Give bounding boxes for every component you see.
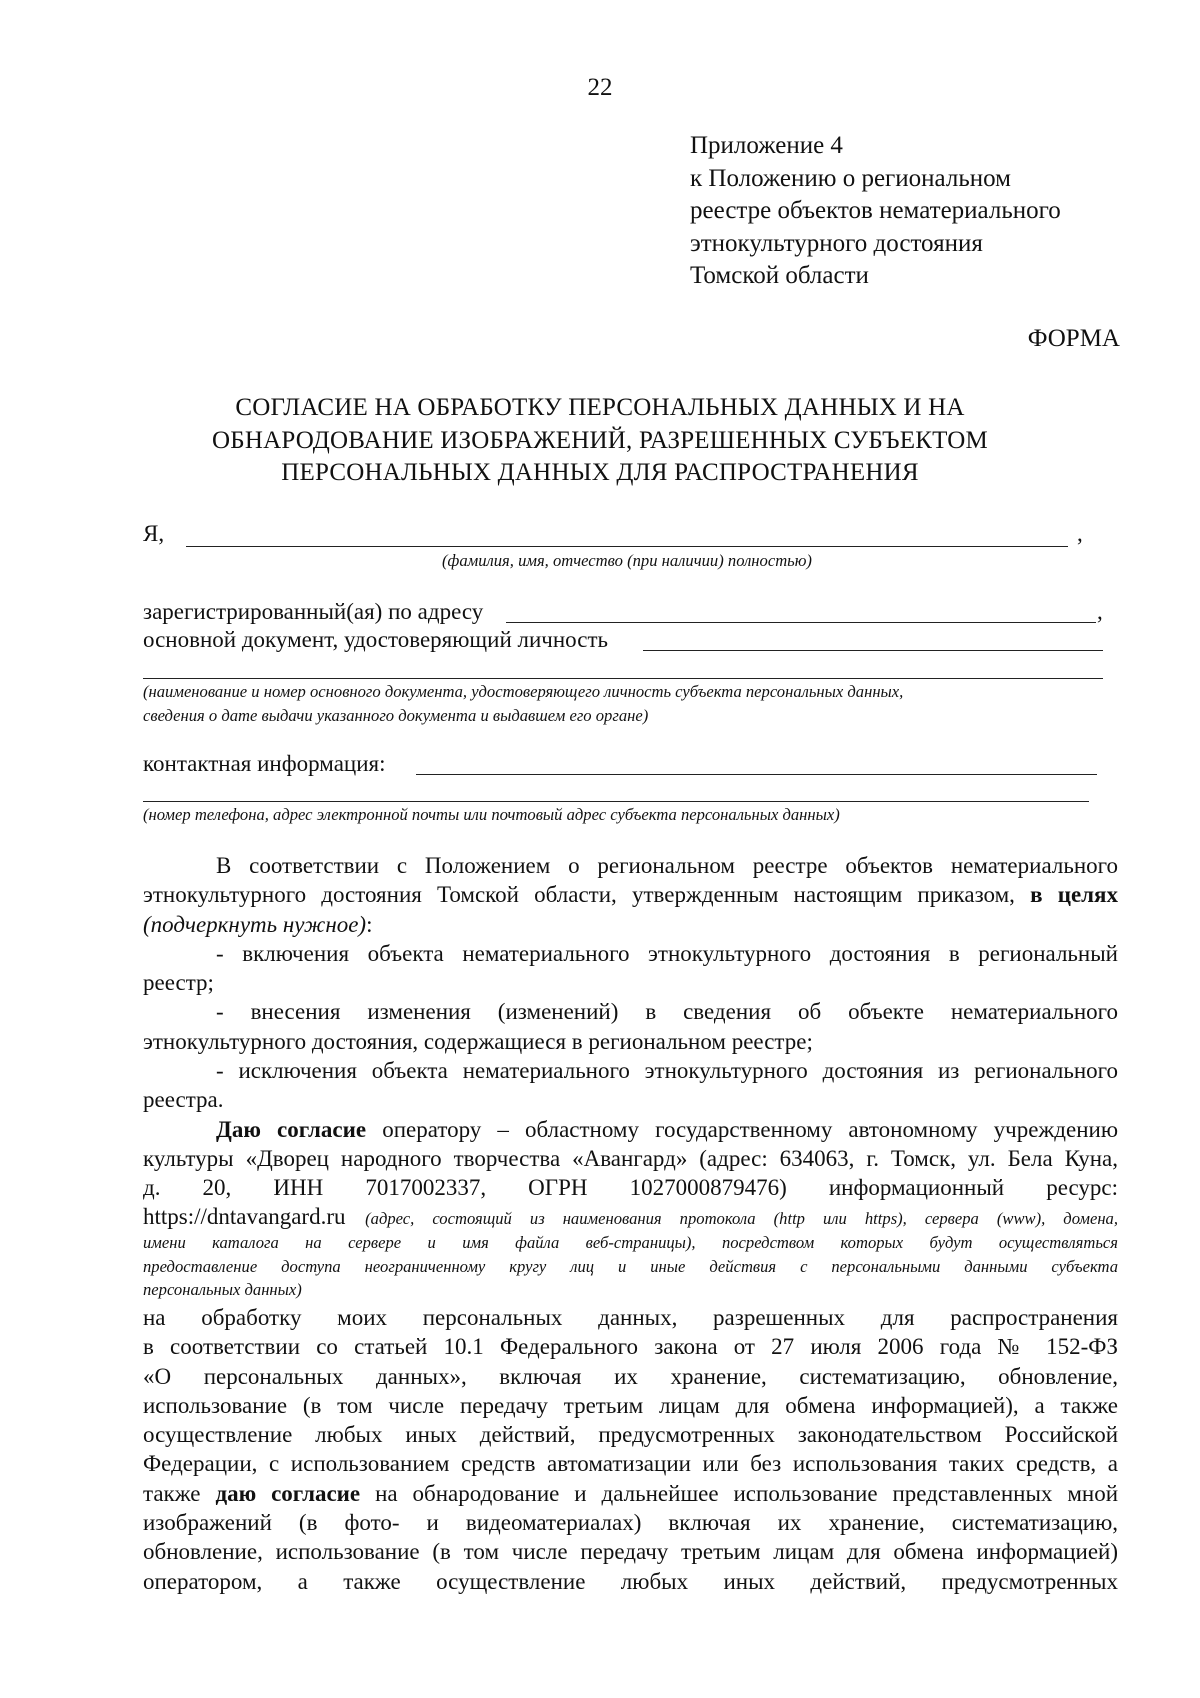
body-line: д. 20, ИНН 7017002337, ОГРН 1027000879476) информационный ресурс: <box>143 1175 1118 1201</box>
appendix-line: этнокультурного достояния <box>690 229 983 257</box>
body-line: В соответствии с Положением о региональном реестре объектов нематериального <box>216 853 1118 878</box>
body-line: - исключения объекта нематериального этнокультурного достояния из регионального <box>216 1058 1118 1084</box>
body-line: реестра. <box>143 1087 224 1113</box>
fio-blank-line[interactable] <box>186 546 1068 547</box>
site-note-1: (адрес, состоящий из наименования протокола (http или https), сервера (www), домена, <box>365 1209 1118 1228</box>
document-blank-line-2[interactable] <box>143 678 1103 679</box>
document-note-2: сведения о дате выдачи указанного документа и выдавшем его органе) <box>143 706 649 725</box>
body-line: обновление, использование (в том числе передачу третьим лицам для обмена информацией) <box>143 1539 1118 1565</box>
page-number: 22 <box>587 74 613 101</box>
body-line: - включения объекта нематериального этнокультурного достояния в региональный <box>216 940 1118 966</box>
body-line: «О персональных данных», включая их хранение, систематизацию, обновление, <box>143 1363 1118 1389</box>
body-line: этнокультурного достояния Томской области, утвержденным настоящим приказом, в целях <box>143 882 1119 908</box>
contact-note: (номер телефона, адрес электронной почты или почтовый адрес субъекта персональных данных) <box>143 805 840 824</box>
body-line: в соответствии со статьей 10.1 Федерального закона от 27 июля 2006 года № 152-ФЗ <box>143 1334 1118 1360</box>
document-label: основной документ, удостоверяющий личность <box>143 627 608 652</box>
body-line: культуры «Дворец народного творчества «Авангард» (адрес: 634063, г. Томск, ул. Бела Куна, <box>143 1145 1118 1171</box>
body-line: также даю согласие на обнародование и дальнейшее использование представленных мной <box>143 1480 1119 1506</box>
body-line: - внесения изменения (изменений) в сведения об объекте нематериального <box>216 999 1118 1025</box>
site-line <box>143 1202 1118 1233</box>
fio-comma: , <box>1077 521 1083 546</box>
site-note-3: предоставление доступа неограниченному кругу лиц и иные действия с персональными данными субъекта <box>143 1256 1118 1276</box>
address-comma: , <box>1097 599 1103 624</box>
appendix-line: к Положению о региональном <box>690 164 1011 192</box>
form-label: ФОРМА <box>1027 325 1120 352</box>
body-paragraph-1 <box>143 851 1118 1203</box>
address-blank-line[interactable] <box>506 622 1096 623</box>
site-note-4: персональных данных) <box>143 1280 302 1300</box>
body-line: оператором, а также осуществление любых иных действий, предусмотренных <box>143 1568 1118 1594</box>
site-url: https://dntavangard.ru <box>143 1204 346 1229</box>
body-paragraph-2 <box>143 1303 1118 1596</box>
appendix-line: Приложение 4 <box>690 132 843 159</box>
appendix-line: Томской области <box>690 262 869 290</box>
body-line: использование (в том числе передачу третьим лицам для обмена информацией), а также <box>143 1392 1118 1418</box>
body-line: осуществление любых иных действий, предусмотренных законодательством Российской <box>143 1422 1118 1448</box>
title-line: ПЕРСОНАЛЬНЫХ ДАННЫХ ДЛЯ РАСПРОСТРАНЕНИЯ <box>281 459 919 486</box>
appendix-header <box>690 130 1170 293</box>
body-line: (подчеркнуть нужное): <box>143 911 373 937</box>
body-line: на обработку моих персональных данных, разрешенных для распространения <box>143 1305 1118 1330</box>
body-line: этнокультурного достояния, содержащиеся в региональном реестре; <box>143 1028 813 1054</box>
title-line: ОБНАРОДОВАНИЕ ИЗОБРАЖЕНИЙ, РАЗРЕШЕННЫХ СУБЪЕКТОМ <box>212 426 988 454</box>
body-line: изображений (в фото- и видеоматериалах) включая их хранение, систематизацию, <box>143 1510 1118 1536</box>
contact-blank-line-2[interactable] <box>143 801 1089 802</box>
body-line: Даю согласие оператору – областному государственному автономному учреждению <box>216 1116 1118 1142</box>
ya-label: Я, <box>143 521 165 546</box>
body-line: реестр; <box>143 970 214 996</box>
document-title <box>0 392 1200 490</box>
contact-label: контактная информация: <box>143 751 386 776</box>
address-label: зарегистрированный(ая) по адресу <box>143 599 484 624</box>
site-note-2: имени каталога на сервере и имя файла веб-страницы), посредством которых будут осуществляться <box>143 1233 1118 1252</box>
contact-blank-line[interactable] <box>416 774 1097 775</box>
document-note-1: (наименование и номер основного документа, удостоверяющего личность субъекта персональных данных, <box>143 682 904 701</box>
site-note-block <box>143 1231 1118 1302</box>
fio-note: (фамилия, имя, отчество (при наличии) полностью) <box>442 551 812 570</box>
appendix-line: реестре объектов нематериального <box>690 197 1061 225</box>
title-line: СОГЛАСИЕ НА ОБРАБОТКУ ПЕРСОНАЛЬНЫХ ДАННЫХ И НА <box>235 394 965 421</box>
body-line: Федерации, с использованием средств автоматизации или без использования таких средств, а <box>143 1451 1118 1477</box>
document-blank-line[interactable] <box>643 650 1103 651</box>
